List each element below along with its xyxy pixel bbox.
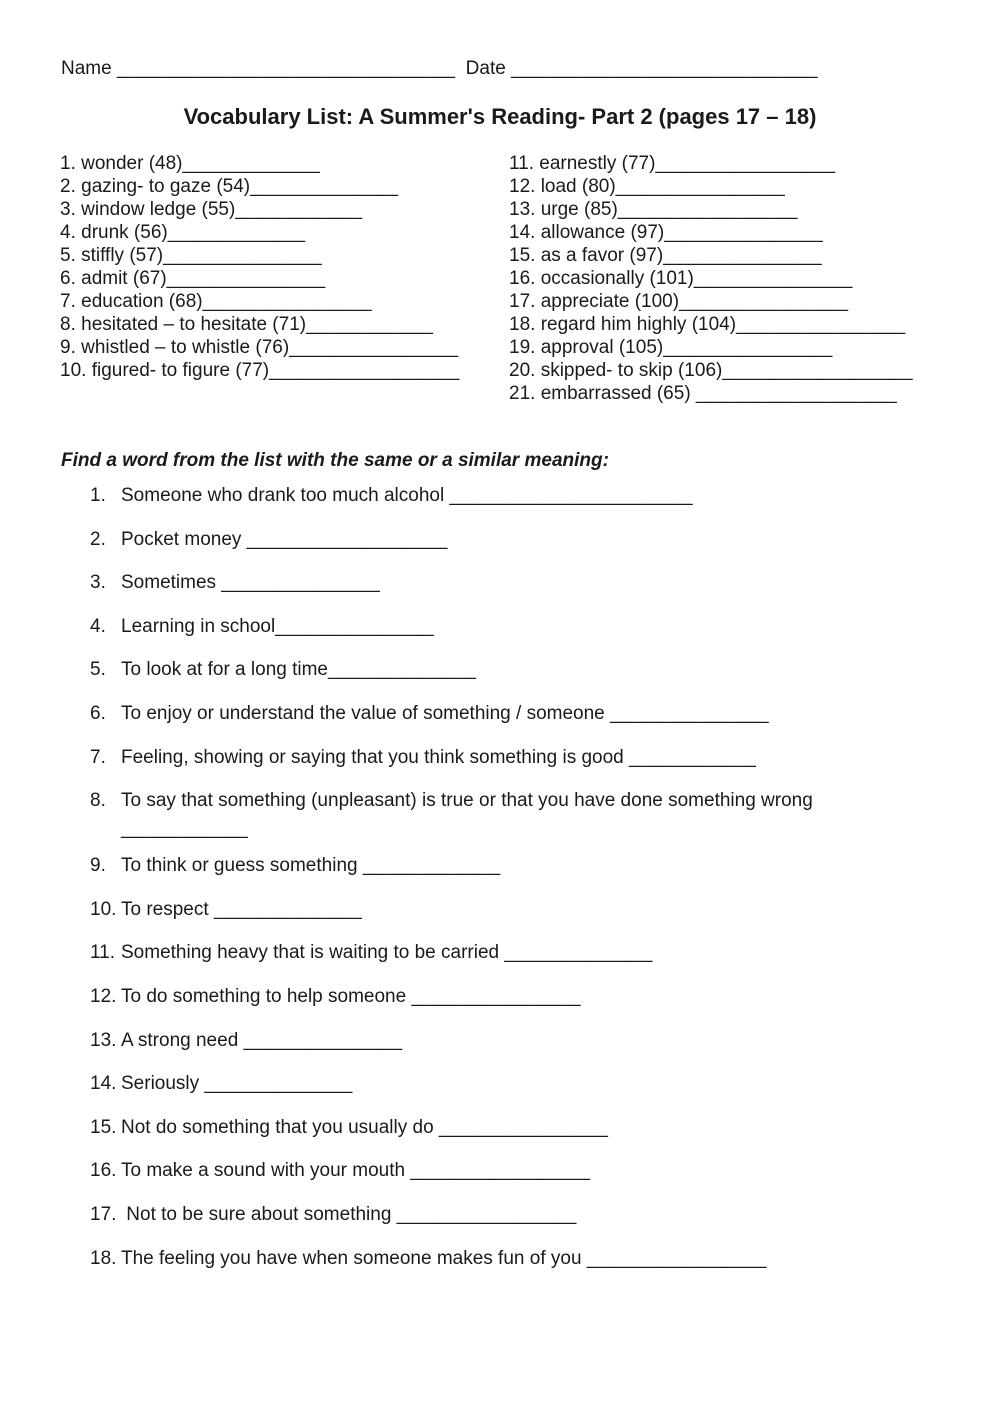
- vocab-item: 9. whistled – to whistle (76)________________: [60, 337, 459, 358]
- vocab-item: 21. embarrassed (65) ___________________: [509, 383, 897, 404]
- vocab-item: 1. wonder (48)_____________: [60, 153, 320, 174]
- exercise-item[interactable]: [90, 1201, 950, 1229]
- vocab-item: 19. approval (105)________________: [509, 337, 833, 358]
- exercise-prompt: Learning in school_______________: [121, 615, 434, 637]
- exercise-item[interactable]: [90, 482, 950, 510]
- exercise-item[interactable]: [90, 744, 950, 772]
- exercise-number: 14.: [90, 1073, 117, 1095]
- exercise-prompt: Not to be sure about something _________________: [121, 1203, 577, 1225]
- exercise-prompt: Something heavy that is waiting to be carried ______________: [121, 942, 653, 964]
- exercise-number: 15.: [90, 1116, 117, 1138]
- exercise-number: 13.: [90, 1029, 117, 1051]
- exercise-item[interactable]: [90, 1157, 950, 1185]
- vocab-item: 15. as a favor (97)_______________: [509, 245, 822, 266]
- exercise-prompt: To do something to help someone ________________: [121, 985, 581, 1007]
- exercise-item[interactable]: [90, 526, 950, 554]
- exercise-number: 1.: [90, 485, 106, 506]
- page-title: Vocabulary List: A Summer's Reading- Part 2 (pages 17 – 18): [183, 104, 817, 129]
- exercise-number: 17.: [90, 1203, 117, 1225]
- name-date-line[interactable]: Name ________________________________ Date _____________________________: [61, 58, 818, 79]
- exercise-number: 7.: [90, 746, 106, 768]
- vocab-item: 20. skipped- to skip (106)__________________: [509, 360, 913, 381]
- exercise-item[interactable]: [90, 896, 950, 924]
- exercise-item[interactable]: [90, 700, 950, 728]
- vocab-item: 17. appreciate (100)________________: [509, 291, 849, 312]
- vocab-item: 5. stiffly (57)_______________: [60, 245, 322, 266]
- exercise-prompt: To make a sound with your mouth _________________: [121, 1160, 591, 1182]
- vocab-item: 11. earnestly (77)_________________: [509, 153, 836, 174]
- exercise-number: 11.: [90, 942, 116, 964]
- exercise-number: 5.: [90, 659, 106, 681]
- exercise-number: 18.: [90, 1247, 117, 1269]
- exercise-prompt: Feeling, showing or saying that you think something is good ____________: [121, 746, 756, 768]
- vocab-item: 7. education (68)________________: [60, 291, 372, 312]
- vocab-list-right: [509, 152, 913, 405]
- exercise-prompt: To think or guess something _____________: [121, 855, 501, 877]
- exercise-prompt: To respect ______________: [121, 898, 362, 920]
- exercise-number: 4.: [90, 615, 106, 637]
- exercise-prompt: Sometimes _______________: [121, 572, 380, 594]
- exercise-item[interactable]: [90, 1027, 950, 1055]
- exercise-number: 8.: [90, 790, 106, 812]
- exercise-prompt: Someone who drank too much alcohol _______________________: [121, 485, 693, 506]
- exercise-prompt: To say that something (unpleasant) is true or that you have done something wrong ____________: [121, 790, 813, 840]
- vocab-item: 10. figured- to figure (77)__________________: [60, 360, 460, 381]
- exercise-item[interactable]: [90, 1114, 950, 1142]
- exercise-item[interactable]: [90, 983, 950, 1011]
- exercise-number: 9.: [90, 855, 106, 877]
- vocab-item: 6. admit (67)_______________: [60, 268, 326, 289]
- vocab-item: 2. gazing- to gaze (54)______________: [60, 176, 399, 197]
- exercise-prompt: To enjoy or understand the value of something / someone _______________: [121, 702, 769, 724]
- vocab-list-left: [60, 152, 459, 382]
- exercise-number: 10.: [90, 898, 117, 920]
- exercise-prompt: To look at for a long time______________: [121, 659, 476, 681]
- exercise-item[interactable]: [90, 1070, 950, 1098]
- exercise-prompt: A strong need _______________: [121, 1029, 403, 1051]
- vocab-item: 4. drunk (56)_____________: [60, 222, 306, 243]
- vocab-item: 18. regard him highly (104)________________: [509, 314, 906, 335]
- vocab-item: 12. load (80)________________: [509, 176, 785, 197]
- exercise-item[interactable]: [90, 939, 950, 967]
- exercise-number: 3.: [90, 572, 106, 594]
- exercise-number: 2.: [90, 528, 106, 550]
- exercise-item[interactable]: [90, 656, 950, 684]
- exercise-item[interactable]: [90, 787, 950, 843]
- exercise-item[interactable]: [90, 852, 950, 880]
- vocab-item: 16. occasionally (101)_______________: [509, 268, 853, 289]
- exercise-number: 6.: [90, 702, 106, 724]
- exercise-item[interactable]: [90, 569, 950, 597]
- vocab-item: 14. allowance (97)_______________: [509, 222, 823, 243]
- exercise-item[interactable]: [90, 613, 950, 641]
- exercise-item[interactable]: [90, 1245, 950, 1273]
- vocab-item: 13. urge (85)_________________: [509, 199, 798, 220]
- exercise-list: [90, 482, 950, 1288]
- vocab-item: 8. hesitated – to hesitate (71)____________: [60, 314, 433, 335]
- exercise-prompt: Not do something that you usually do ________________: [121, 1116, 608, 1138]
- exercise-number: 12.: [90, 985, 117, 1007]
- exercise-number: 16.: [90, 1160, 117, 1182]
- vocab-item: 3. window ledge (55)____________: [60, 199, 363, 220]
- exercise-prompt: The feeling you have when someone makes fun of you _________________: [121, 1247, 767, 1269]
- exercise-prompt: Seriously ______________: [121, 1073, 353, 1095]
- exercise-instruction: Find a word from the list with the same or a similar meaning:: [61, 450, 609, 471]
- exercise-prompt: Pocket money ___________________: [121, 528, 448, 550]
